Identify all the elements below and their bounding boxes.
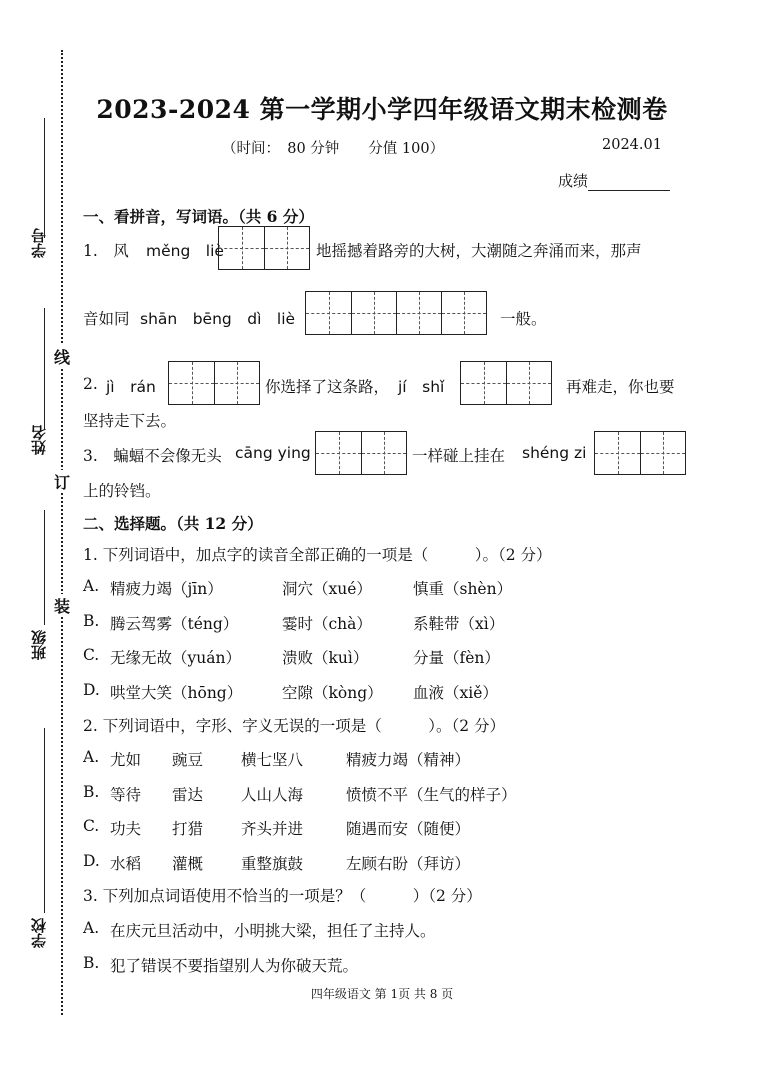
option-item: 精疲力竭（jīn）: [110, 580, 223, 598]
section2-heading: 二、选择题。（共 12 分）: [83, 514, 263, 533]
option-item: 血液（xiě）: [413, 683, 498, 702]
option-item: 犯了错误不要指望别人为你破天荒。: [110, 956, 359, 975]
s1-q1b-pinyin: shān bēng dì liè: [140, 310, 296, 328]
binding-dotted-line: [61, 50, 64, 1015]
option-item: 尤如: [110, 751, 142, 769]
score-label: 成绩: [558, 172, 589, 190]
option-item: 洞穴（xué）: [282, 580, 372, 598]
s1-q2-pinyin1: jì rán: [106, 378, 156, 396]
option-letter: C.: [83, 646, 100, 664]
s1-q2-post: 再难走，你也要: [566, 378, 675, 396]
binding-char-ding: 订: [52, 470, 72, 493]
option-letter: A.: [83, 577, 100, 595]
school-label: 学校: [30, 918, 48, 948]
option-item: 霎时（chà）: [282, 614, 372, 633]
s1-q3-grid2[interactable]: [594, 431, 686, 475]
s1-q3-pinyin2: shéng zi: [522, 444, 587, 462]
s1-q2b: 坚持走下去。: [83, 412, 177, 430]
exam-time: （时间： 80 分钟 分值 100）: [222, 141, 445, 157]
option-item: 溃败（kuì）: [282, 649, 369, 667]
option-letter: A.: [83, 919, 100, 937]
s1-q3-pinyin1: cāng ying: [235, 444, 311, 462]
page-title: 2023-2024 第一学期小学四年级语文期末检测卷: [96, 95, 668, 124]
s2-q2-stem: 2. 下列词语中，字形、字义无误的一项是（ ）。（2 分）: [83, 717, 506, 735]
option-letter: C.: [83, 817, 100, 835]
option-item: 水稻: [110, 854, 142, 873]
option-item: 无缘无故（yuán）: [110, 649, 241, 667]
binding-char-xian: 线: [52, 345, 72, 368]
s1-q1-grid[interactable]: [218, 226, 310, 270]
option-item: 左顾右盼（拜访）: [346, 854, 471, 873]
option-item: 精疲力竭（精神）: [346, 751, 471, 769]
s1-q1-pinyin: měng liè: [146, 242, 224, 260]
option-letter: D.: [83, 680, 100, 699]
s1-q3-mid: 一样碰上挂在: [412, 447, 506, 465]
s2-q1-stem: 1. 下列词语中，加点字的读音全部正确的一项是（ ）。（2 分）: [83, 546, 552, 564]
s1-q1b-pre: 音如同: [83, 310, 130, 328]
option-item: 豌豆: [172, 751, 204, 769]
binding-char-zhuang: 装: [52, 594, 72, 617]
student-no-label: 学号: [30, 228, 48, 258]
s1-q1b-grid[interactable]: [305, 291, 487, 335]
class-label: 班级: [30, 630, 48, 660]
option-item: 横七坚八: [241, 751, 304, 769]
option-letter: D.: [83, 851, 100, 870]
option-item: 齐头并进: [241, 820, 304, 838]
option-item: 打猎: [172, 820, 204, 838]
option-item: 功夫: [110, 820, 142, 838]
s1-q1b-post: 一般。: [500, 310, 547, 328]
s1-q2-pinyin2: jí shǐ: [398, 378, 445, 396]
s1-q1-pre: 1. 风: [83, 242, 129, 260]
s1-q2-pre: 2.: [83, 375, 98, 393]
option-item: 雷达: [172, 785, 204, 804]
option-letter: B.: [83, 782, 100, 801]
s1-q1-post: 地摇撼着路旁的大树，大潮随之奔涌而来，那声: [316, 242, 642, 260]
option-item: 分量（fèn）: [413, 649, 500, 667]
option-item: 哄堂大笑（hōng）: [110, 683, 243, 702]
option-item: 慎重（shèn）: [413, 580, 513, 598]
school-line: [44, 728, 45, 913]
section1-heading: 一、看拼音，写词语。（共 6 分）: [83, 207, 314, 226]
s1-q3-grid1[interactable]: [315, 431, 407, 475]
s2-q3-stem: 3. 下列加点词语使用不恰当的一项是？（ ）（2 分）: [83, 887, 482, 905]
option-item: 系鞋带（xì）: [413, 614, 505, 633]
s1-q3-pre: 3. 蝙蝠不会像无头: [83, 447, 222, 465]
option-item: 空隙（kòng）: [282, 683, 383, 702]
option-item: 愤愤不平（生气的样子）: [346, 785, 517, 804]
option-letter: B.: [83, 953, 100, 972]
option-item: 等待: [110, 785, 142, 804]
option-item: 随遇而安（随便）: [346, 820, 471, 838]
s1-q2-grid1[interactable]: [168, 361, 260, 405]
page-footer: 四年级语文 第 1页 共 8 页: [310, 987, 454, 1001]
option-letter: A.: [83, 748, 100, 766]
option-letter: B.: [83, 611, 100, 630]
s1-q2-mid: 你选择了这条路，: [265, 378, 390, 396]
score-blank[interactable]: [588, 176, 670, 191]
option-item: 灌概: [172, 854, 204, 873]
option-item: 在庆元旦活动中，小明挑大梁，担任了主持人。: [110, 922, 436, 940]
name-label: 姓名: [30, 425, 48, 455]
option-item: 重整旗鼓: [241, 854, 304, 873]
name-line: [44, 308, 45, 430]
exam-date: 2024.01: [602, 137, 662, 153]
student-no-line: [44, 118, 45, 238]
option-item: 腾云驾雾（téng）: [110, 614, 239, 633]
s1-q3b: 上的铃铛。: [83, 482, 161, 500]
class-line: [44, 510, 45, 625]
s1-q2-grid2[interactable]: [460, 361, 552, 405]
option-item: 人山人海: [241, 785, 304, 804]
score-field[interactable]: [558, 170, 670, 191]
